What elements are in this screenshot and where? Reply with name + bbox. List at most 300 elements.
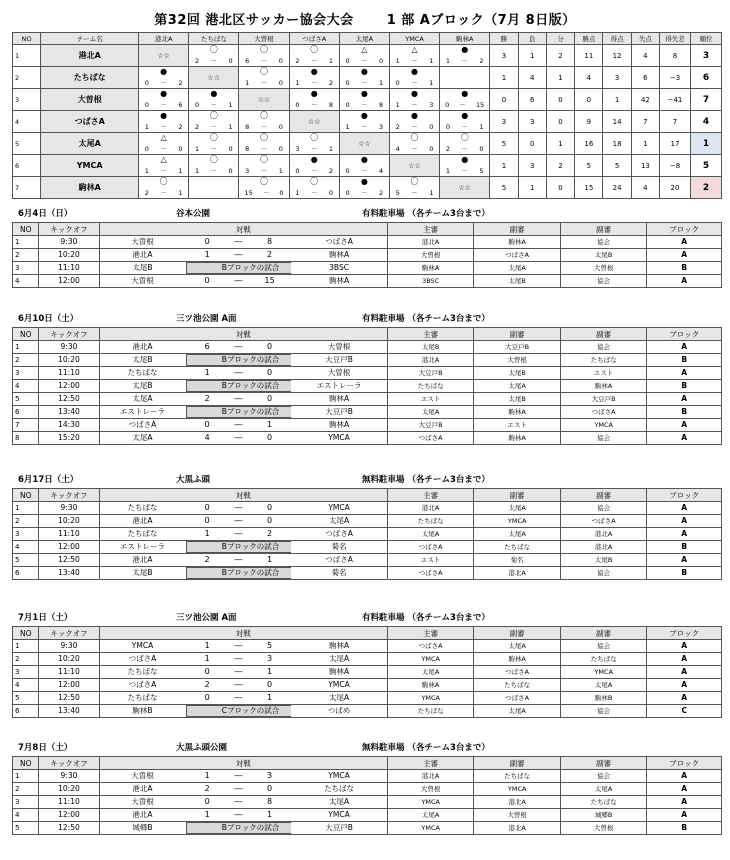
match-row: [13, 419, 722, 432]
score-for: 0: [144, 101, 149, 109]
block-letter: A: [647, 679, 722, 692]
stat-gd: −3: [660, 67, 691, 89]
away-team: 菊名: [291, 567, 387, 580]
assistant-1: 太尾B: [474, 393, 561, 406]
block-letter: A: [647, 275, 722, 288]
result-cell: [339, 45, 389, 67]
result-symbol: 〇: [209, 111, 218, 120]
score-dash: －: [160, 167, 167, 175]
assistant-2: 協会: [560, 275, 647, 288]
assistant-1: 太尾B: [474, 367, 561, 380]
away-score: 0: [248, 367, 291, 380]
stat-draw: 1: [546, 133, 574, 155]
other-block-label: Bブロックの試合: [186, 354, 292, 366]
referee: エスト: [387, 393, 474, 406]
stat-ga: 13: [631, 155, 659, 177]
home-score: 0: [186, 666, 229, 679]
result-cell-content: [239, 155, 288, 176]
referee: 港北A: [387, 236, 474, 249]
away-score: 8: [248, 236, 291, 249]
col-assistant-1: 副審: [474, 489, 561, 502]
home-team: 港北A: [99, 809, 186, 822]
block-letter: A: [647, 515, 722, 528]
referee: 太尾A: [387, 666, 474, 679]
referee: つばさA: [387, 541, 474, 554]
result-symbol: ●: [461, 45, 469, 54]
score-dash: ―: [229, 770, 248, 783]
result-score: [390, 123, 439, 131]
score-against: 1: [178, 189, 183, 197]
col-referee: 主審: [387, 757, 474, 770]
result-symbol: 〇: [260, 45, 268, 54]
stat-ga: 6: [631, 67, 659, 89]
block-letter: C: [647, 705, 722, 718]
result-cell: [389, 133, 439, 155]
stat-gd: 8: [660, 45, 691, 67]
away-team: 3BSC: [291, 262, 387, 275]
score-for: 1: [194, 145, 200, 153]
score-dash: －: [260, 57, 268, 65]
score-for: 0: [445, 123, 450, 131]
stat-loss: 3: [518, 155, 546, 177]
score-against: 0: [278, 145, 283, 153]
score-for: 6: [245, 57, 250, 65]
home-team: 太尾B: [99, 567, 186, 580]
assistant-2: エスト: [560, 367, 647, 380]
match-row: [13, 567, 722, 580]
match-schedule-table: [12, 222, 722, 288]
home-score: 1: [186, 528, 229, 541]
match-number: 8: [13, 432, 39, 445]
score-dash: －: [160, 145, 167, 153]
score-dash: －: [210, 145, 218, 153]
away-score: 1: [248, 419, 291, 432]
referee: YMCA: [387, 653, 474, 666]
match-date: 6月17日（土）: [18, 475, 79, 485]
standings-row: [13, 133, 722, 155]
result-score: [139, 79, 188, 87]
score-dash: －: [361, 57, 368, 65]
stat-rank: 7: [690, 89, 721, 111]
result-cell-content: [390, 177, 439, 198]
result-symbol: ●: [160, 67, 168, 76]
away-team: 大曽根: [291, 341, 387, 354]
assistant-1: 港北A: [474, 796, 561, 809]
kickoff-time: 12:00: [39, 275, 99, 288]
score-against: 2: [479, 57, 484, 65]
result-cell: [139, 155, 189, 177]
stat-points: 9: [575, 111, 603, 133]
result-score: [440, 123, 489, 131]
result-score: [340, 189, 389, 197]
team-name: 港北A: [41, 45, 139, 67]
stat-points: 5: [575, 155, 603, 177]
col-ga: 失点: [631, 33, 659, 45]
result-score: [340, 101, 389, 109]
result-cell: [189, 45, 239, 67]
assistant-1: 駒林A: [474, 236, 561, 249]
result-cell: [239, 45, 289, 67]
score-dash: －: [461, 167, 468, 175]
result-score: [440, 101, 489, 109]
assistant-2: 大曽根: [560, 822, 647, 835]
score-against: 1: [228, 123, 233, 131]
home-team: つばさA: [99, 653, 186, 666]
stat-rank: 3: [690, 45, 721, 67]
result-cell: [189, 155, 239, 177]
result-score: [290, 189, 339, 197]
match-number: 2: [13, 354, 39, 367]
schedule-header-row: [13, 223, 722, 236]
result-cell-content: [189, 155, 238, 176]
match-day-header: [18, 312, 718, 324]
match-number: 3: [13, 367, 39, 380]
stat-draw: 0: [546, 177, 574, 199]
score-for: 0: [345, 79, 350, 87]
score-against: 1: [178, 167, 183, 175]
assistant-1: つばさA: [474, 692, 561, 705]
block-letter: A: [647, 796, 722, 809]
score-dash: ―: [229, 666, 248, 679]
match-row: [13, 341, 722, 354]
match-row: [13, 783, 722, 796]
score-dash: －: [461, 57, 468, 65]
referee: 港北A: [387, 354, 474, 367]
result-score: [390, 189, 439, 197]
result-score: [440, 145, 489, 153]
score-for: 1: [194, 167, 200, 175]
block-letter: A: [647, 341, 722, 354]
home-team: 大曽根: [99, 236, 186, 249]
match-number: 2: [13, 249, 39, 262]
home-team: つばさA: [99, 419, 186, 432]
stat-draw: 0: [546, 111, 574, 133]
self-cell: ☆☆: [289, 111, 339, 133]
parking-info: 有料駐車場 （各チーム3台まで）: [362, 314, 490, 324]
result-cell: [189, 111, 239, 133]
home-score: 1: [186, 367, 229, 380]
result-cell: [339, 67, 389, 89]
score-against: 1: [328, 57, 333, 65]
self-cell: ☆☆: [339, 133, 389, 155]
score-for: 5: [395, 189, 400, 197]
stat-ga: 42: [631, 89, 659, 111]
home-team: エストレーラ: [99, 541, 186, 554]
away-team: 駒林A: [291, 640, 387, 653]
score-against: 3: [379, 123, 384, 131]
assistant-2: 協会: [560, 640, 647, 653]
col-opponent: たちばな: [189, 33, 239, 45]
stat-points: 15: [575, 177, 603, 199]
away-team: 太尾A: [291, 692, 387, 705]
kickoff-time: 13:40: [39, 567, 99, 580]
assistant-1: つばさA: [474, 666, 561, 679]
stat-gd: 20: [660, 177, 691, 199]
result-symbol: 〇: [310, 177, 319, 186]
result-symbol: ●: [160, 111, 168, 120]
block-letter: B: [647, 354, 722, 367]
score-for: 0: [345, 189, 350, 197]
stat-ga: 4: [631, 45, 659, 67]
result-cell-content: [440, 133, 489, 154]
col-no: NO: [13, 489, 39, 502]
result-cell: [389, 67, 439, 89]
result-cell-content: [189, 89, 238, 110]
match-number: 5: [13, 393, 39, 406]
result-cell-content: [139, 111, 188, 132]
home-team: 港北A: [99, 515, 186, 528]
assistant-2: 太尾B: [560, 554, 647, 567]
assistant-1: 太尾A: [474, 502, 561, 515]
score-against: 4: [379, 167, 384, 175]
col-points: 勝点: [575, 33, 603, 45]
match-row: [13, 796, 722, 809]
result-cell: [289, 45, 339, 67]
match-number: 1: [13, 640, 39, 653]
team-name: 大曽根: [41, 89, 139, 111]
score-dash: ―: [229, 692, 248, 705]
match-schedule-table: [12, 488, 722, 580]
col-referee: 主審: [387, 223, 474, 236]
score-for: 1: [295, 79, 300, 87]
match-number: 1: [13, 236, 39, 249]
score-dash: ―: [229, 432, 248, 445]
match-number: 1: [13, 341, 39, 354]
team-name: 駒林A: [41, 177, 139, 199]
assistant-2: YMCA: [560, 419, 647, 432]
schedule-header-row: [13, 757, 722, 770]
match-number: 3: [13, 528, 39, 541]
result-symbol: 〇: [310, 45, 319, 54]
block-letter: A: [647, 502, 722, 515]
team-name: YMCA: [41, 155, 139, 177]
home-team: たちばな: [99, 528, 186, 541]
score-dash: ―: [229, 275, 248, 288]
stat-points: 4: [575, 67, 603, 89]
col-opponent: 大曽根: [239, 33, 289, 45]
result-cell-content: [340, 155, 389, 176]
result-symbol: △: [160, 155, 167, 164]
assistant-2: つばさA: [560, 406, 647, 419]
away-team: エストレーラ: [291, 380, 387, 393]
kickoff-time: 10:20: [39, 653, 99, 666]
assistant-2: 太尾B: [560, 249, 647, 262]
score-dash: －: [411, 101, 418, 109]
result-cell: [339, 155, 389, 177]
stat-draw: 2: [546, 155, 574, 177]
col-match: 対戦: [99, 757, 387, 770]
match-row: [13, 380, 722, 393]
match-day-header: [18, 611, 718, 623]
kickoff-time: 12:00: [39, 380, 99, 393]
block-letter: B: [647, 262, 722, 275]
result-score: [390, 101, 439, 109]
result-score: [440, 57, 489, 65]
result-cell-content: [390, 89, 439, 110]
result-cell-content: [440, 89, 489, 110]
col-match: 対戦: [99, 328, 387, 341]
score-against: 0: [278, 123, 283, 131]
col-opponent: つばさA: [289, 33, 339, 45]
match-number: 6: [13, 705, 39, 718]
score-against: 0: [228, 57, 233, 65]
score-dash: －: [262, 189, 270, 197]
kickoff-time: 10:20: [39, 515, 99, 528]
referee: 3BSC: [387, 275, 474, 288]
result-cell: [289, 177, 339, 199]
stat-rank: 4: [690, 111, 721, 133]
result-score: [440, 167, 489, 175]
score-dash: －: [411, 145, 418, 153]
match-day-header: [18, 473, 718, 485]
row-number: 2: [13, 67, 41, 89]
score-for: 2: [445, 145, 450, 153]
parking-info: 有料駐車場 （各チーム3台まで）: [362, 209, 490, 219]
score-dash: －: [260, 145, 268, 153]
assistant-1: たちばな: [474, 770, 561, 783]
score-dash: －: [310, 57, 318, 65]
result-cell-content: [189, 45, 238, 66]
result-symbol: 〇: [209, 133, 218, 142]
match-schedule-table: [12, 626, 722, 718]
result-symbol: △: [361, 45, 368, 54]
referee: たちばな: [387, 380, 474, 393]
away-team: つばめ: [291, 705, 387, 718]
result-score: [290, 167, 339, 175]
home-team: 太尾B: [99, 262, 186, 275]
assistant-1: 太尾A: [474, 705, 561, 718]
match-date: 6月10日（土）: [18, 314, 79, 324]
row-number: 6: [13, 155, 41, 177]
score-dash: －: [210, 123, 218, 131]
block-letter: A: [647, 770, 722, 783]
score-against: 3: [429, 101, 434, 109]
team-name: つばさA: [41, 111, 139, 133]
other-block-label: Bブロックの試合: [186, 262, 292, 274]
result-score: [340, 57, 389, 65]
referee: エスト: [387, 554, 474, 567]
home-team: 港北A: [99, 341, 186, 354]
away-team: 駒林A: [291, 419, 387, 432]
result-cell: [139, 177, 189, 199]
kickoff-time: 10:20: [39, 354, 99, 367]
result-cell: [139, 133, 189, 155]
home-score: 1: [186, 653, 229, 666]
result-cell-content: [290, 133, 339, 154]
venue-name: 三ツ池公園 A面: [176, 613, 237, 623]
kickoff-time: 13:40: [39, 406, 99, 419]
result-symbol: ●: [160, 89, 168, 98]
kickoff-time: 12:50: [39, 822, 99, 835]
result-cell-content: [390, 111, 439, 132]
result-cell-content: [340, 177, 389, 198]
assistant-1: YMCA: [474, 783, 561, 796]
score-against: 15: [475, 101, 485, 109]
row-number: 4: [13, 111, 41, 133]
stat-draw: 0: [546, 89, 574, 111]
stat-ga: 7: [631, 111, 659, 133]
parking-info: 有料駐車場 （各チーム3台まで）: [362, 613, 490, 623]
result-cell-content: [390, 45, 439, 66]
assistant-2: 港北A: [560, 541, 647, 554]
col-kickoff: キックオフ: [39, 627, 99, 640]
result-cell-content: [239, 133, 288, 154]
assistant-1: 太尾A: [474, 640, 561, 653]
result-cell: [239, 133, 289, 155]
result-symbol: 〇: [310, 133, 319, 142]
other-block-label: Bブロックの試合: [186, 406, 292, 418]
result-cell-content: [340, 45, 389, 66]
home-team: たちばな: [99, 666, 186, 679]
home-team: 駒林B: [99, 705, 186, 718]
assistant-1: 大豆戸B: [474, 341, 561, 354]
score-dash: ―: [229, 393, 248, 406]
row-number: 3: [13, 89, 41, 111]
score-dash: －: [361, 167, 368, 175]
score-dash: ―: [229, 528, 248, 541]
score-dash: －: [210, 101, 218, 109]
score-dash: －: [160, 123, 167, 131]
result-cell: [389, 45, 439, 67]
result-score: [390, 57, 439, 65]
result-symbol: 〇: [260, 111, 268, 120]
score-dash: －: [459, 101, 466, 109]
kickoff-time: 12:00: [39, 541, 99, 554]
score-against: 8: [328, 101, 333, 109]
result-cell-content: [139, 89, 188, 110]
score-for: 8: [245, 123, 250, 131]
other-block-label: Cブロックの試合: [186, 705, 292, 717]
result-cell: [440, 67, 490, 89]
match-row: [13, 809, 722, 822]
result-cell-content: [340, 89, 389, 110]
result-score: [390, 145, 439, 153]
match-schedule-table: [12, 327, 722, 445]
result-symbol: ●: [360, 89, 368, 98]
stat-gf: 1: [603, 89, 631, 111]
col-opponent: YMCA: [389, 33, 439, 45]
kickoff-time: 12:00: [39, 679, 99, 692]
score-for: 0: [295, 101, 300, 109]
result-cell: [339, 177, 389, 199]
col-block: ブロック: [647, 328, 722, 341]
self-cell: ☆☆: [139, 45, 189, 67]
match-row: [13, 502, 722, 515]
home-team: たちばな: [99, 367, 186, 380]
col-loss: 負: [518, 33, 546, 45]
score-dash: －: [361, 79, 368, 87]
home-team: 港北A: [99, 554, 186, 567]
block-letter: A: [647, 653, 722, 666]
result-symbol: ●: [461, 155, 469, 164]
score-dash: －: [260, 123, 268, 131]
tournament-title: 第32回 港北区サッカー協会大会: [154, 13, 354, 28]
venue-name: 谷本公園: [176, 209, 211, 219]
referee: 太尾A: [387, 406, 474, 419]
result-symbol: 〇: [260, 155, 268, 164]
assistant-2: 城郷B: [560, 809, 647, 822]
score-dash: －: [310, 189, 318, 197]
score-dash: －: [411, 189, 418, 197]
result-symbol: 〇: [159, 177, 168, 186]
result-score: [239, 189, 288, 197]
result-cell: [139, 67, 189, 89]
score-against: 0: [278, 57, 283, 65]
result-cell: [189, 133, 239, 155]
result-cell: [239, 155, 289, 177]
assistant-2: 駒林B: [560, 692, 647, 705]
col-team: チーム名: [41, 33, 139, 45]
